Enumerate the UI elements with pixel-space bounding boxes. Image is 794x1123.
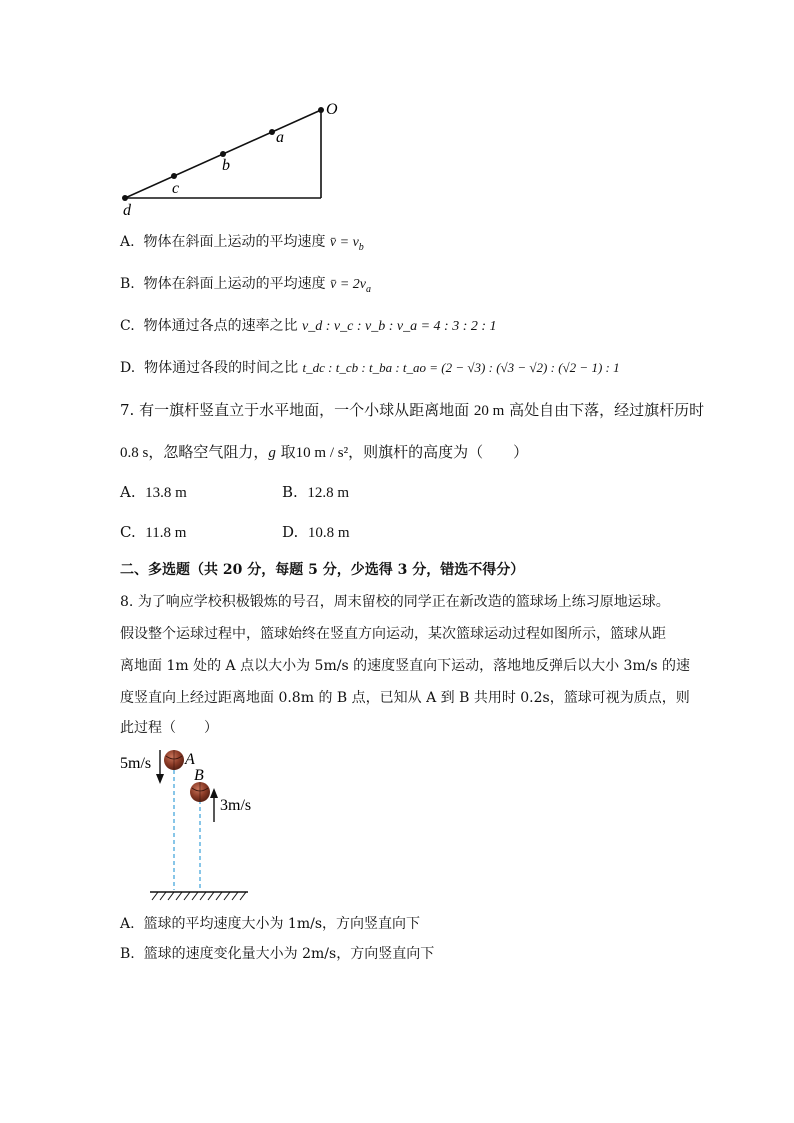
q6-option-c <box>120 316 497 337</box>
label-v1: 5m/s <box>120 755 152 772</box>
option-text: 物体在斜面上运动的平均速度 <box>143 276 326 292</box>
label-d: d <box>123 202 131 219</box>
arrow-up-icon <box>210 788 218 822</box>
option-letter: A. <box>120 234 135 250</box>
label-b: b <box>222 157 230 174</box>
option-text: 物体在斜面上运动的平均速度 <box>143 234 326 250</box>
option-formula: t_dc : t_cb : t_ba : t_ao = (2 − √3) : (√3 − √2) : (√2 − 1) : 1 <box>302 360 620 375</box>
q7-line-1 <box>120 400 704 421</box>
option-formula: v̄ = v <box>329 235 359 250</box>
option-letter: C. <box>120 523 136 541</box>
option-value: 11.8 m <box>145 525 187 541</box>
value-time: 0.8 s <box>120 445 149 461</box>
ball-a <box>164 750 184 770</box>
option-text: 篮球的速度变化量大小为 2m/s，方向竖直向下 <box>143 946 435 962</box>
q8-line-2: 假设整个运球过程中，篮球始终在竖直方向运动，某次篮球运动过程如图所示，篮球从距 <box>120 626 666 642</box>
label-a-point: A <box>185 751 195 768</box>
arrow-down-icon <box>156 750 164 784</box>
question-number: 7. <box>120 401 135 419</box>
q7-option-c <box>120 522 186 543</box>
option-letter: D. <box>120 360 136 376</box>
q8-line-4: 度竖直向上经过距离地面 0.8m 的 B 点，已知从 A 到 B 共用时 0.2s，篮球可视为质点，则 <box>120 690 690 706</box>
q6-option-a <box>120 232 364 258</box>
option-letter: A. <box>120 483 136 501</box>
label-b-point: B <box>194 767 204 784</box>
label-a: a <box>276 129 284 146</box>
point-c <box>171 173 177 179</box>
option-value: 12.8 m <box>307 485 350 501</box>
q8-option-b <box>120 944 434 964</box>
q6-option-b <box>120 274 371 300</box>
q7-option-b <box>282 482 349 503</box>
point-a <box>269 129 275 135</box>
q7-option-d <box>282 522 349 543</box>
basketball-figure <box>110 742 270 908</box>
point-d <box>122 195 128 201</box>
label-o: O <box>326 101 338 118</box>
option-value: 13.8 m <box>145 485 187 501</box>
option-formula-sub: a <box>365 283 371 295</box>
symbol-g: g <box>268 445 276 461</box>
section-heading: 二、多选题（共 20 分，每题 5 分，少选得 3 分，错选不得分） <box>120 562 525 578</box>
label-c: c <box>172 180 180 197</box>
q7-option-a <box>120 482 187 503</box>
option-value: 10.8 m <box>307 525 350 541</box>
q8-line-5: 此过程（ ） <box>120 720 218 736</box>
option-text: 篮球的平均速度大小为 1m/s，方向竖直向下 <box>143 916 421 932</box>
question-number: 8. <box>120 594 134 610</box>
point-o <box>318 107 324 113</box>
option-letter: B. <box>120 276 135 292</box>
option-text: 物体通过各点的速率之比 <box>143 318 298 334</box>
q8-line-1 <box>120 592 670 612</box>
label-v2: 3m/s <box>220 797 252 814</box>
question-text: 有一旗杆竖直立于水平地面，一个小球从距离地面 <box>139 401 470 419</box>
question-text: 高处自由下落，经过旗杆历时 <box>509 401 705 419</box>
question-text: ，则旗杆的高度为（ ） <box>348 443 529 461</box>
option-formula: v_d : v_c : v_b : v_a = 4 : 3 : 2 : 1 <box>302 319 497 334</box>
option-letter: B. <box>282 483 298 501</box>
value-g: 10 m / s² <box>295 445 349 461</box>
option-letter: C. <box>120 318 135 334</box>
option-letter: B. <box>120 946 135 962</box>
option-letter: A. <box>120 916 135 932</box>
option-letter: D. <box>282 523 299 541</box>
q8-option-a <box>120 914 420 934</box>
question-text: 为了响应学校积极锻炼的号召，周末留校的同学正在新改造的篮球场上练习原地运球。 <box>137 594 670 610</box>
option-text: 物体通过各段的时间之比 <box>144 360 299 376</box>
value-height: 20 m <box>473 403 505 419</box>
question-text: 取 <box>280 443 296 461</box>
q7-line-2 <box>120 442 528 463</box>
option-formula-sub: b <box>358 241 364 253</box>
question-text: ，忽略空气阻力， <box>148 443 269 461</box>
q6-option-d <box>120 358 620 378</box>
q8-line-3: 离地面 1m 处的 A 点以大小为 5m/s 的速度竖直向下运动，落地地反弹后以大小 3m/s 的速 <box>120 658 691 674</box>
ground-hatching <box>152 892 246 900</box>
option-formula: v̄ = 2v <box>330 277 366 292</box>
incline-figure <box>110 98 350 222</box>
ball-b <box>190 782 210 802</box>
